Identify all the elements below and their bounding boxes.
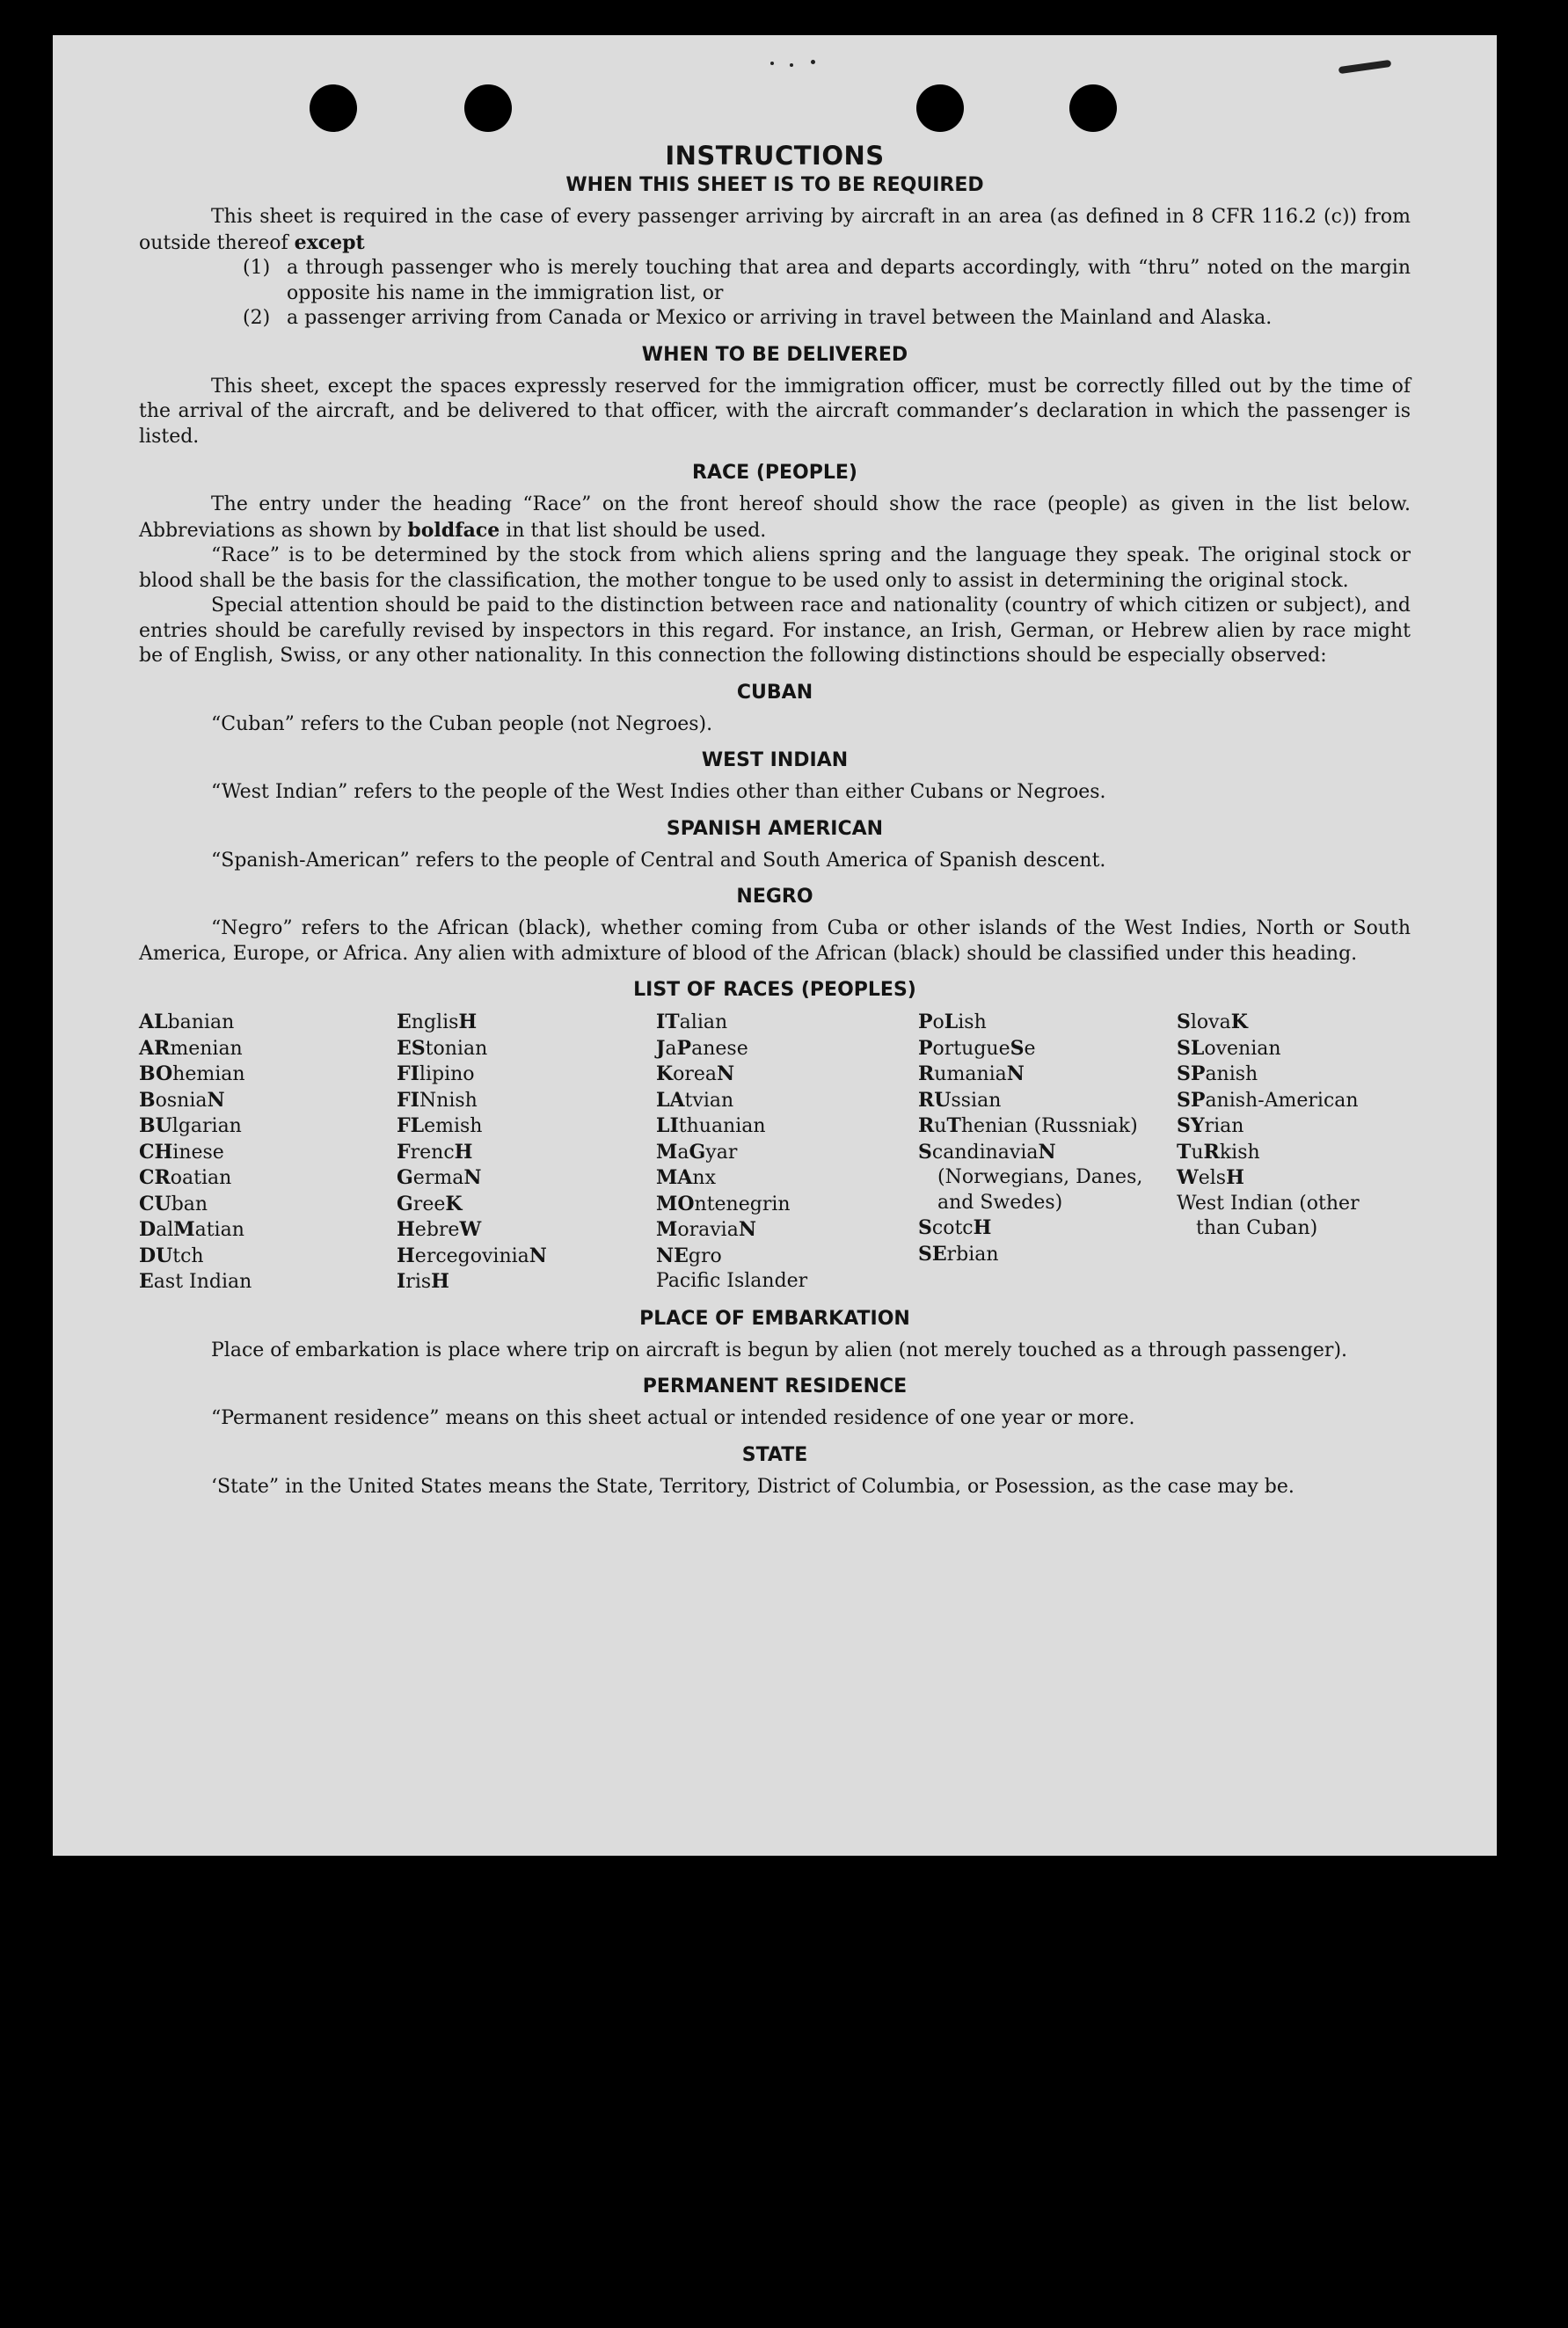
race-abbreviation: SP	[1177, 1088, 1206, 1112]
race-entry	[656, 1036, 918, 1062]
race-abbreviation: E	[139, 1270, 154, 1293]
race-abbreviation: N	[1006, 1062, 1025, 1085]
race-abbreviation: H	[431, 1270, 449, 1293]
race-abbreviation: P	[676, 1036, 692, 1060]
race-abbreviation: H	[458, 1011, 478, 1033]
required-item-2: (2) a passenger arriving from Canada or Mexico or arriving in travel between the Mainland and Alaska.	[243, 307, 1273, 329]
race-abbreviation: N	[207, 1088, 225, 1112]
race-abbreviation: F	[397, 1140, 411, 1164]
required-intro: This sheet is required in the case of every passenger arriving by aircraft in an area (as defined in 8 CFR 116.2 (c)) from outside thereof except	[139, 206, 1411, 254]
race-entry	[139, 1113, 397, 1140]
negro-text: “Negro” refers to the African (black), whether coming from Cuba or other islands of the West Indies, North or South America, Europe, or Africa. Any alien with admixture of blood of the African (black) should be classified under this heading.	[139, 917, 1411, 965]
section-heading-cuban: CUBAN	[736, 681, 813, 704]
race-name-part: tonian	[425, 1037, 488, 1060]
race-name-part: ebre	[414, 1219, 460, 1241]
race-name-part: (Norwegians, Danes, and Swedes)	[937, 1166, 1143, 1214]
race-abbreviation: H	[1226, 1166, 1244, 1189]
race-abbreviation: N	[529, 1244, 547, 1267]
race-entry	[656, 1140, 918, 1166]
speck	[770, 62, 774, 65]
race-name-part: ban	[171, 1193, 208, 1215]
race-name-part: ris	[405, 1271, 432, 1293]
race-name-part: emish	[424, 1115, 483, 1137]
race-name-part: nglis	[411, 1011, 459, 1033]
race-name-part: orea	[673, 1063, 718, 1085]
race-abbreviation: M	[173, 1218, 195, 1241]
race-abbreviation: SP	[1177, 1062, 1206, 1085]
race-abbreviation: G	[397, 1166, 413, 1189]
race-abbreviation: N	[463, 1166, 482, 1189]
race-name-part: lova	[1190, 1011, 1231, 1033]
race-entry	[918, 1140, 1177, 1216]
race-abbreviation: MO	[656, 1192, 695, 1215]
race-column	[656, 1010, 918, 1295]
race-abbreviation: AL	[139, 1011, 168, 1033]
race-entry	[1177, 1140, 1405, 1166]
speck	[811, 60, 815, 64]
race-entry	[139, 1217, 397, 1244]
race-name-part: candinavia	[931, 1141, 1039, 1164]
race-abbreviation: S	[918, 1140, 932, 1164]
race-abbreviation: FL	[397, 1114, 425, 1137]
race-abbreviation: K	[445, 1192, 463, 1215]
race-name-part: osnia	[155, 1089, 208, 1112]
race-abbreviation: R	[918, 1062, 935, 1085]
race-abbreviation: CU	[139, 1192, 171, 1215]
race-entry	[918, 1088, 1177, 1114]
race-abbreviation: T	[946, 1114, 961, 1137]
race-column	[1177, 1010, 1405, 1295]
race-name-part: oatian	[170, 1167, 232, 1189]
race-abbreviation: I	[397, 1270, 406, 1293]
race-abbreviation: AR	[139, 1036, 171, 1060]
race-name-part: rbian	[946, 1243, 999, 1266]
race-abbreviation: W	[459, 1218, 482, 1241]
race-paragraph-3: Special attention should be paid to the distinction between race and nationality (country of which citizen or subject), and entries should be carefully revised by inspectors in this regard. For instance, an Irish, German, or Hebrew alien by race might be of English, Swiss, or any other nationality. In this connection the following distinctions should be especially observed:	[139, 595, 1411, 667]
race-name-part: ortugue	[932, 1037, 1010, 1060]
race-abbreviation: G	[397, 1192, 413, 1215]
race-name-part: u	[934, 1115, 947, 1137]
race-entry	[397, 1165, 656, 1192]
race-entry	[139, 1165, 397, 1192]
race-entry	[397, 1036, 656, 1062]
race-entry	[1177, 1113, 1405, 1140]
race-name-part: lipino	[419, 1063, 475, 1085]
race-entry	[656, 1192, 918, 1218]
race-entry	[397, 1113, 656, 1140]
race-entry	[656, 1088, 918, 1114]
race-name-part: inese	[172, 1141, 224, 1164]
race-entry	[656, 1244, 918, 1270]
race-name-part: erma	[412, 1167, 464, 1189]
race-entry	[397, 1269, 656, 1295]
race-abbreviation: DU	[139, 1244, 173, 1267]
race-name-part: ast Indian	[153, 1271, 252, 1293]
race-name-part: e	[1024, 1037, 1036, 1060]
race-name-part: menian	[170, 1037, 243, 1060]
race-name-part: tvian	[684, 1089, 734, 1112]
race-abbreviation: LA	[656, 1088, 685, 1112]
race-name-part: ssian	[951, 1089, 1002, 1112]
race-entry	[1177, 1165, 1405, 1192]
delivered-text: This sheet, except the spaces expressly reserved for the immigration officer, must be correctly filled out by the time of the arrival of the aircraft, and be delivered to that officer, with the aircraft commander’s declaration in which the passenger is listed.	[139, 375, 1411, 448]
cuban-text: “Cuban” refers to the Cuban people (not Negroes).	[211, 712, 713, 735]
race-entry	[656, 1269, 918, 1295]
race-name-part: henian (Russniak)	[960, 1115, 1138, 1137]
race-abbreviation: H	[397, 1244, 415, 1267]
spanish-american-text: “Spanish-American” refers to the people of Central and South America of Spanish descent.	[211, 849, 1106, 872]
race-entry	[1177, 1062, 1405, 1088]
race-abbreviation: SL	[1177, 1036, 1205, 1060]
race-entry	[139, 1192, 397, 1218]
race-entry	[918, 1113, 1177, 1140]
pen-mark	[1338, 60, 1392, 74]
race-name-part: rian	[1204, 1115, 1244, 1137]
race-name-part: els	[1198, 1167, 1227, 1189]
section-heading-residence: PERMANENT RESIDENCE	[642, 1376, 908, 1398]
race-name-part: hemian	[172, 1063, 245, 1085]
race-name-part: oravia	[677, 1219, 739, 1241]
race-name-part: anish-American	[1205, 1089, 1359, 1112]
section-heading-west-indian: WEST INDIAN	[701, 749, 849, 771]
race-abbreviation: BU	[139, 1114, 172, 1137]
race-abbreviation: R	[1203, 1140, 1220, 1164]
punch-hole	[1069, 84, 1117, 132]
race-abbreviation: IT	[656, 1011, 680, 1033]
race-name-part: tch	[172, 1244, 204, 1267]
race-entry	[397, 1062, 656, 1088]
race-entry	[139, 1062, 397, 1088]
section-heading-spanish-american: SPANISH AMERICAN	[666, 817, 884, 840]
race-entry	[918, 1062, 1177, 1088]
race-name-part: o	[932, 1011, 944, 1033]
race-column	[397, 1010, 656, 1295]
race-name-part: Pacific Islander	[656, 1270, 808, 1292]
race-name-part: ree	[412, 1193, 446, 1215]
embarkation-text: Place of embarkation is place where trip on aircraft is begun by alien (not merely touched as a through passenger).	[211, 1339, 1348, 1361]
race-name-part: West Indian (other than Cuban)	[1177, 1192, 1360, 1239]
section-heading-list-of-races: LIST OF RACES (PEOPLES)	[633, 979, 916, 1001]
section-heading-delivered: WHEN TO BE DELIVERED	[641, 343, 908, 366]
race-name-part: anish	[1205, 1063, 1258, 1085]
race-entry	[397, 1217, 656, 1244]
race-abbreviation: FI	[397, 1062, 419, 1085]
race-name-part: renc	[410, 1141, 455, 1164]
race-abbreviation: H	[397, 1218, 415, 1241]
race-abbreviation: K	[1230, 1011, 1248, 1033]
race-name-part: ercegovinia	[414, 1244, 529, 1267]
section-heading-negro: NEGRO	[736, 886, 813, 908]
race-abbreviation: NE	[656, 1244, 689, 1267]
race-abbreviation: D	[139, 1218, 157, 1241]
race-entry	[397, 1192, 656, 1218]
race-abbreviation: N	[1038, 1140, 1056, 1164]
punch-hole	[464, 84, 512, 132]
race-name-part: ish	[958, 1011, 987, 1033]
race-list	[139, 1010, 1411, 1295]
section-heading-state: STATE	[741, 1443, 808, 1466]
race-abbreviation: T	[1177, 1140, 1192, 1164]
race-name-part: ntenegrin	[694, 1193, 791, 1215]
race-abbreviation: R	[918, 1114, 935, 1137]
race-entry	[656, 1010, 918, 1036]
race-column	[139, 1010, 397, 1295]
section-heading-race: RACE (PEOPLE)	[692, 462, 857, 484]
race-abbreviation: E	[397, 1011, 412, 1033]
required-item-1: (1) a through passenger who is merely touching that area and departs accordingly, with “thru” noted on the margin opposite his name in the immigration list, or	[243, 257, 1411, 304]
speck	[790, 63, 793, 67]
race-abbreviation: RU	[918, 1088, 952, 1112]
race-abbreviation: H	[973, 1216, 992, 1239]
race-abbreviation: S	[918, 1216, 932, 1239]
race-entry	[656, 1113, 918, 1140]
race-entry	[656, 1165, 918, 1192]
west-indian-text: “West Indian” refers to the people of the West Indies other than either Cubans or Negroes.	[211, 781, 1106, 803]
race-name-part: nx	[692, 1167, 716, 1189]
race-name-part: anese	[691, 1037, 748, 1060]
race-entry	[918, 1036, 1177, 1062]
race-name-part: al	[156, 1219, 174, 1241]
race-entry	[656, 1217, 918, 1244]
race-abbreviation: N	[717, 1062, 735, 1085]
race-entry	[397, 1088, 656, 1114]
page-title: INSTRUCTIONS	[665, 141, 885, 171]
race-abbreviation: ES	[397, 1036, 426, 1060]
race-paragraph-1: The entry under the heading “Race” on the front hereof should show the race (people) as given in the list below. Abbreviations as shown by boldface in that list should be used.	[139, 493, 1411, 542]
punch-hole	[310, 84, 357, 132]
race-name-part: alian	[679, 1011, 728, 1033]
race-entry	[139, 1140, 397, 1166]
race-name-part: atian	[194, 1219, 244, 1241]
race-name-part: lgarian	[171, 1115, 242, 1137]
race-entry	[397, 1244, 656, 1270]
race-entry	[918, 1010, 1177, 1036]
race-abbreviation: BO	[139, 1062, 173, 1085]
residence-text: “Permanent residence” means on this sheet actual or intended residence of one year or more.	[211, 1407, 1135, 1429]
section-heading-required: WHEN THIS SHEET IS TO BE REQUIRED	[565, 174, 984, 196]
race-abbreviation: P	[918, 1036, 933, 1060]
race-entry	[139, 1088, 397, 1114]
race-abbreviation: P	[918, 1011, 933, 1033]
race-abbreviation: SE	[918, 1242, 947, 1266]
race-abbreviation: SY	[1177, 1114, 1205, 1137]
race-entry	[397, 1010, 656, 1036]
section-heading-embarkation: PLACE OF EMBARKATION	[639, 1307, 910, 1330]
race-entry	[1177, 1010, 1405, 1036]
race-abbreviation: H	[454, 1140, 473, 1164]
race-entry	[1177, 1036, 1405, 1062]
race-name-part: Nnish	[419, 1089, 478, 1112]
race-abbreviation: J	[656, 1036, 666, 1060]
race-name-part: u	[1191, 1141, 1204, 1164]
race-abbreviation: K	[656, 1062, 674, 1085]
race-abbreviation: S	[1010, 1036, 1025, 1060]
punch-hole	[916, 84, 964, 132]
race-entry	[918, 1215, 1177, 1242]
race-abbreviation: S	[1177, 1011, 1191, 1033]
document-page	[53, 35, 1497, 1856]
race-paragraph-2: “Race” is to be determined by the stock from which aliens spring and the language they speak. The original stock or blood shall be the basis for the classification, the mother tongue to be used only to assist in determining the original stock.	[139, 544, 1411, 592]
race-abbreviation: L	[944, 1011, 959, 1033]
race-entry	[139, 1269, 397, 1295]
race-name-part: a	[677, 1141, 689, 1164]
race-entry	[139, 1036, 397, 1062]
race-abbreviation: CR	[139, 1166, 171, 1189]
race-column	[918, 1010, 1177, 1295]
race-name-part: cotc	[931, 1217, 974, 1239]
race-abbreviation: M	[656, 1140, 678, 1164]
race-entry	[139, 1010, 397, 1036]
race-abbreviation: MA	[656, 1166, 693, 1189]
race-name-part: banian	[167, 1011, 235, 1033]
state-text: ‘State” in the United States means the State, Territory, District of Columbia, or Posession, as the case may be.	[211, 1475, 1295, 1498]
race-abbreviation: G	[689, 1140, 706, 1164]
race-abbreviation: W	[1177, 1166, 1199, 1189]
race-entry	[397, 1140, 656, 1166]
race-entry	[1177, 1192, 1405, 1242]
race-abbreviation: N	[738, 1218, 756, 1241]
race-entry	[656, 1062, 918, 1088]
race-abbreviation: B	[139, 1088, 156, 1112]
race-abbreviation: LI	[656, 1114, 679, 1137]
race-abbreviation: FI	[397, 1088, 419, 1112]
race-name-part: yar	[705, 1141, 738, 1164]
race-name-part: thuanian	[678, 1115, 766, 1137]
race-abbreviation: M	[656, 1218, 678, 1241]
race-name-part: gro	[688, 1244, 722, 1267]
race-name-part: umania	[934, 1063, 1007, 1085]
race-entry	[918, 1242, 1177, 1268]
race-name-part: ovenian	[1204, 1037, 1281, 1060]
race-entry	[1177, 1088, 1405, 1114]
race-abbreviation: CH	[139, 1140, 173, 1164]
race-name-part: kish	[1219, 1141, 1260, 1164]
race-entry	[139, 1244, 397, 1270]
race-name-part: a	[665, 1037, 677, 1060]
